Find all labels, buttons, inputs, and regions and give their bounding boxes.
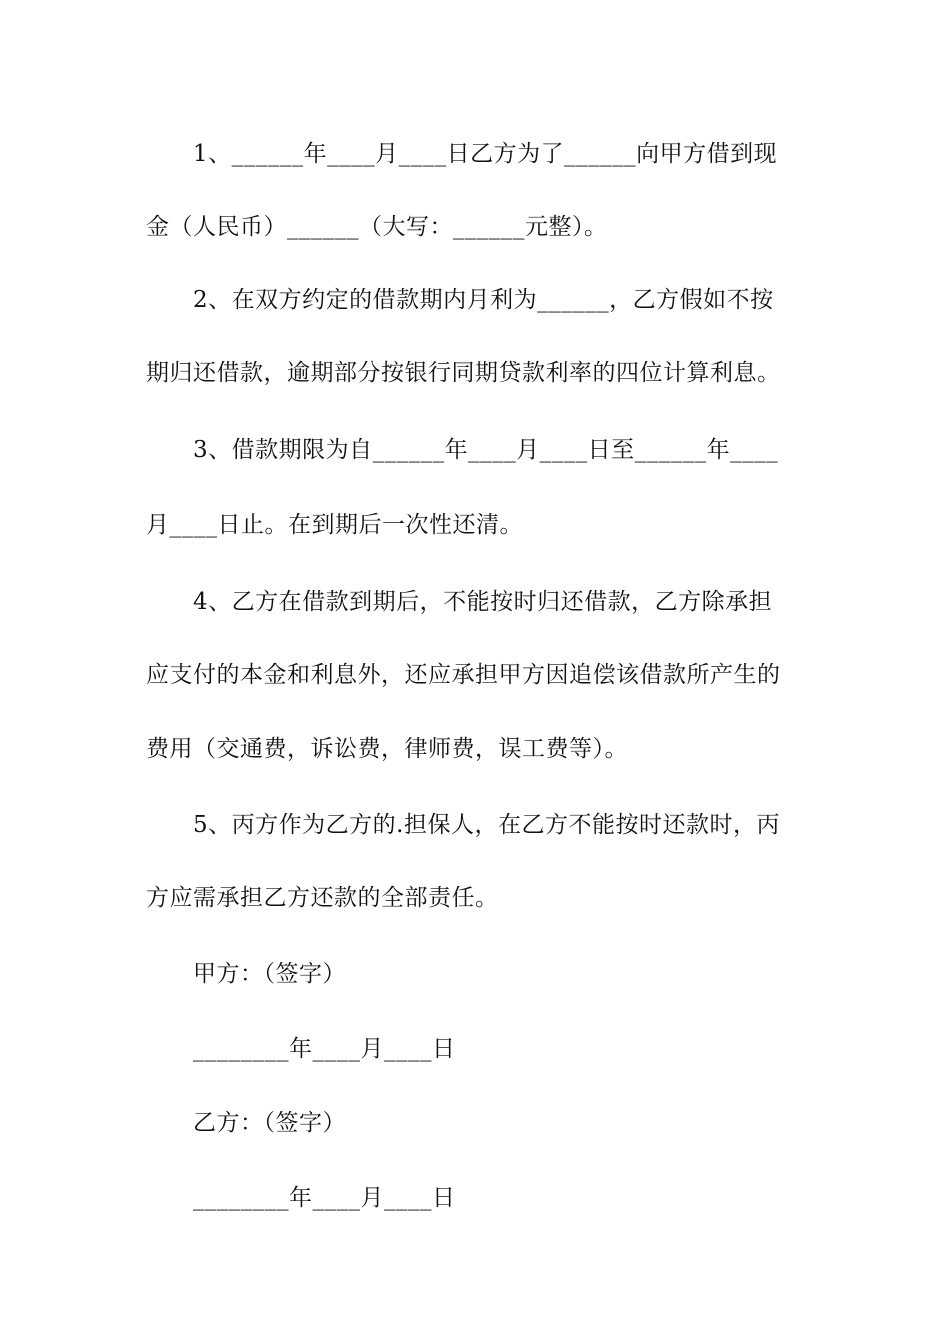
clause-4-line-1: 4、乙方在借款到期后，不能按时归还借款，乙方除承担 [193, 589, 773, 615]
clause-1-line-1: 1、______年____月____日乙方为了______向甲方借到现 [193, 141, 778, 167]
party-b-date-line: ________年____月____日 [193, 1185, 456, 1211]
clause-3-line-2: 月____日止。在到期后一次性还清。 [146, 512, 523, 538]
clause-5-line-2: 方应需承担乙方还款的全部责任。 [146, 885, 499, 911]
clause-4-line-2: 应支付的本金和利息外，还应承担甲方因追偿该借款所产生的 [146, 662, 781, 688]
clause-4-line-3: 费用（交通费，诉讼费，律师费，误工费等）。 [146, 736, 628, 762]
clause-3-line-1: 3、借款期限为自______年____月____日至______年____ [193, 437, 779, 463]
party-a-date-line: ________年____月____日 [193, 1036, 456, 1062]
clause-5-line-1: 5、丙方作为乙方的.担保人，在乙方不能按时还款时，丙 [193, 812, 780, 838]
party-b-signature-label: 乙方：（签字） [193, 1110, 346, 1136]
clause-2-line-1: 2、在双方约定的借款期内月利为______，乙方假如不按 [193, 287, 774, 313]
party-a-signature-label: 甲方：（签字） [193, 961, 346, 987]
clause-2-line-2: 期归还借款，逾期部分按银行同期贷款利率的四位计算利息。 [146, 360, 781, 386]
clause-1-line-2: 金（人民币）______（大写：______元整）。 [146, 214, 608, 240]
